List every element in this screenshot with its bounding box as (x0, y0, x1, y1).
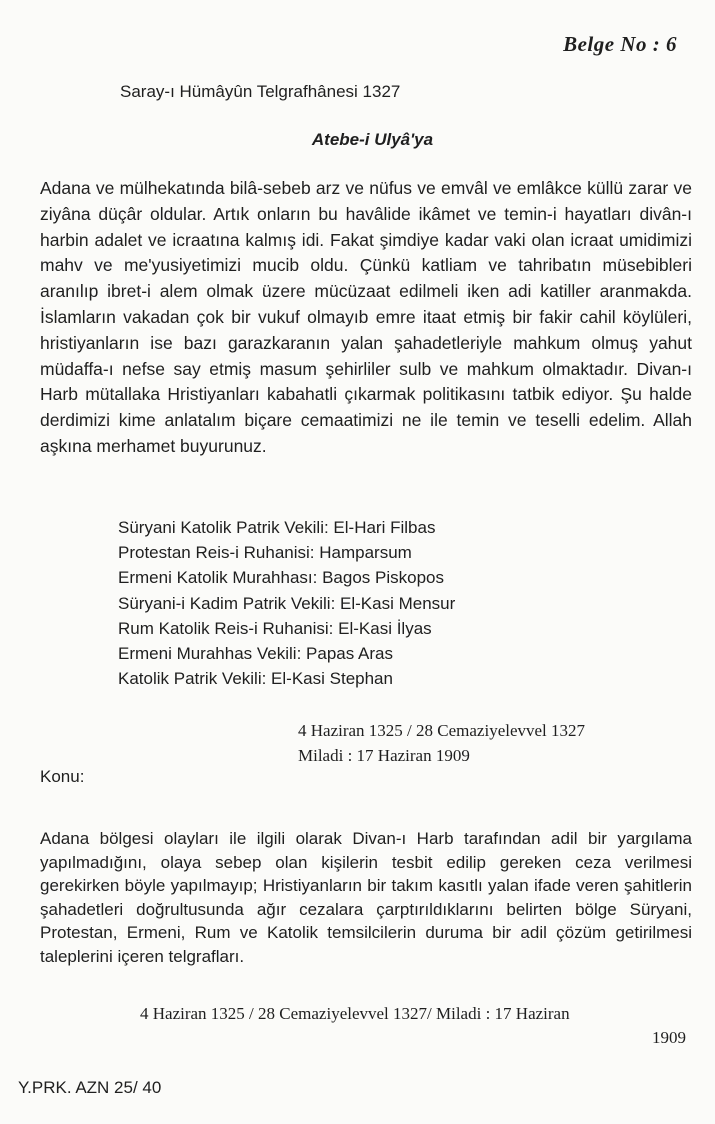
telegraph-office-header: Saray-ı Hümâyûn Telgrafhânesi 1327 (120, 82, 401, 101)
archive-reference: Y.PRK. AZN 25/ 40 (18, 1078, 162, 1097)
telegram-body: Adana ve mülhekatında bilâ-sebeb arz ve nüfus ve emvâl ve emlâkce küllü zarar ve ziyâna düçâr oldular. Artık onların bu havâlide ikâmet ve temin-i hayatları divân-ı harbin adalet ve icraatına kalmış idi. Fakat şimdiye kadar vaki olan icraat umidimizi mahv ve me'yusiyetimizi mucib oldu. Çünkü katliam ve tahribatın müsebibleri aranılıp ibret-i alem olmak üzere mücüzaat edilmeli iken adi katiller aranmakda. İslamların vakadan çok bir vukuf olmayıb emre itaat etmiş bir fakir cahil köylüleri, hristiyanların ise bazı garazkaranın yalan şahadetleriyle mahkum olmuş yahut müdaffa-ı nefse say etmiş masum şehirliler sulb ve mahkum olmaktadır. Divan-ı Harb mütallaka Hristiyanları kabahatli çıkarmak politikasını tatbik ediyor. Şu halde derdimizi kime anlatalım biçare cemaatimizi ne ile temin ve teselli edelim. Allah aşkına merhamet buyurunuz. (40, 178, 692, 456)
telegram-date (298, 718, 585, 768)
signatory-item: Ermeni Katolik Murahhası: Bagos Piskopos (118, 568, 444, 588)
summary-date (40, 1002, 692, 1050)
recipient-heading: Atebe-i Ulyâ'ya (311, 130, 434, 149)
date-hijri-rumi: 4 Haziran 1325 / 28 Cemaziyelevvel 1327 (298, 721, 586, 740)
summary-date-year: 1909 (652, 1028, 686, 1047)
signatory-item: Katolik Patrik Vekili: El-Kasi Stephan (118, 669, 393, 689)
signatory-item: Rum Katolik Reis-i Ruhanisi: El-Kasi İlyas (118, 618, 432, 638)
signatory-item: Protestan Reis-i Ruhanisi: Hamparsum (118, 543, 412, 563)
signatory-item: Süryani-i Kadim Patrik Vekili: El-Kasi Mensur (118, 593, 456, 613)
subject-label: Konu: (40, 767, 85, 786)
document-number: Belge No : 6 (563, 32, 677, 56)
signatory-item: Ermeni Murahhas Vekili: Papas Aras (118, 644, 393, 664)
date-gregorian: Miladi : 17 Haziran 1909 (298, 746, 470, 765)
signatory-list (118, 515, 455, 691)
subject-summary: Adana bölgesi olayları ile ilgili olarak Divan-ı Harb tarafından adil bir yargılama yapılmadığını, olaya sebep olan kişilerin tesbit edilip gereken ceza verilmesi gerekirken böyle yapılmayıp; Hristiyanların bir takım kasıtlı yalan ifade veren şahitlerin şahadetleri doğrultusunda ağır cezalara çarptırıldıklarını belirten bölge Süryani, Protestan, Ermeni, Rum ve Katolik temsilcilerin duruma bir adil çözüm getirilmesi taleplerini içeren telgrafları. (40, 829, 692, 966)
summary-date-line: 4 Haziran 1325 / 28 Cemaziyelevvel 1327/ Miladi : 17 Haziran (140, 1004, 570, 1023)
signatory-item: Süryani Katolik Patrik Vekili: El-Hari Filbas (118, 518, 436, 537)
